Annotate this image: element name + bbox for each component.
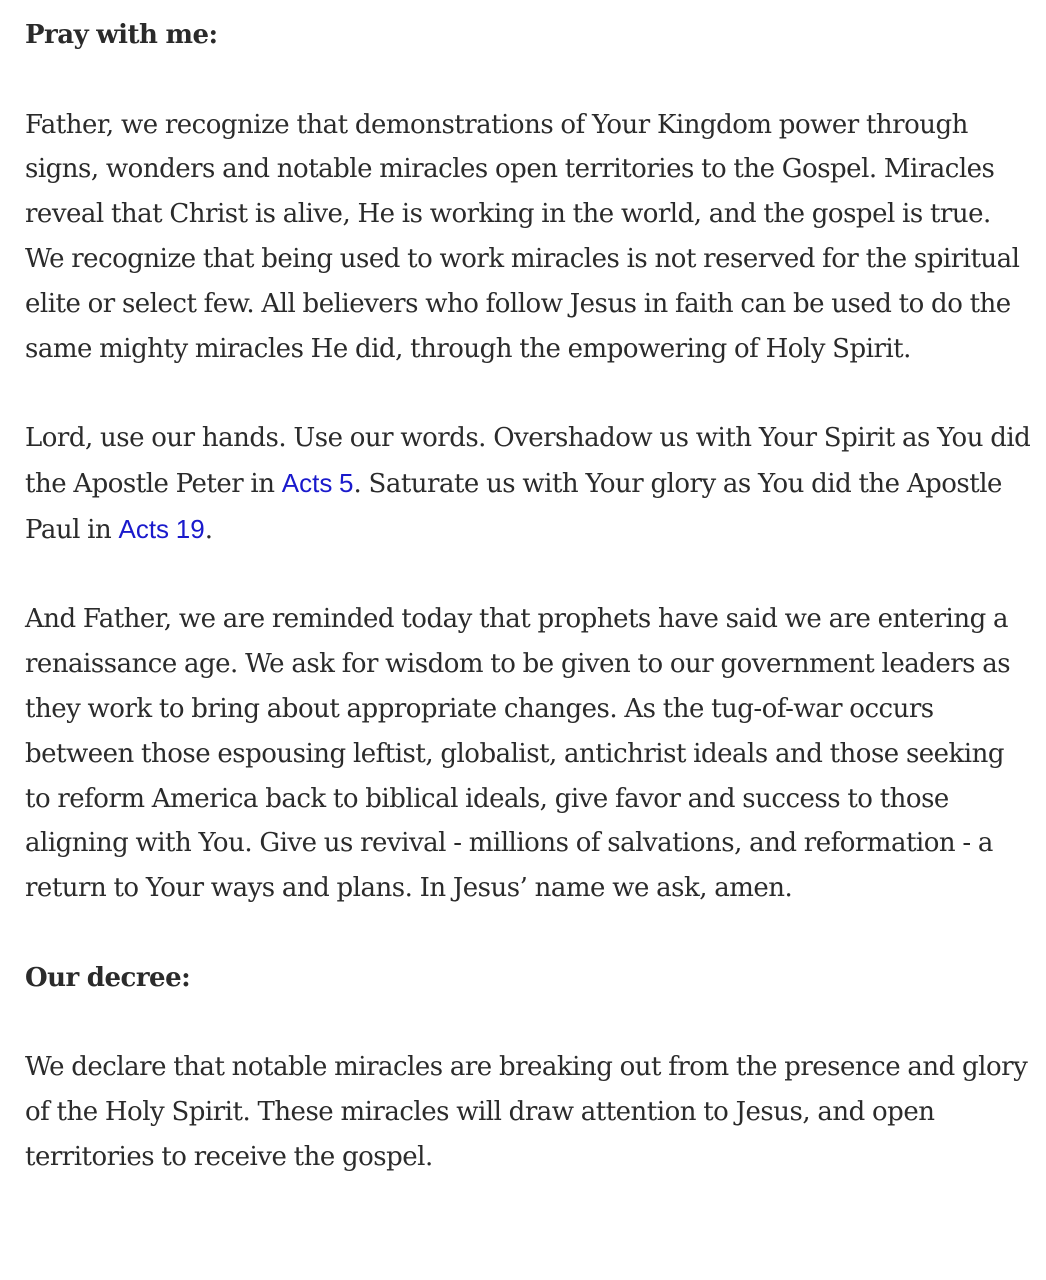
decree-paragraph: We declare that notable miracles are breaking out from the presence and glory of the Holy Spirit. These miracles will draw attention to Jesus, and open territories to receive the gospel.	[25, 1052, 1028, 1172]
acts-5-link[interactable]: Acts 5	[281, 467, 354, 498]
spacer	[25, 553, 1035, 598]
prayer-paragraph-2-text-2: . Saturate us with Your glory as You did the Apostle Paul in	[25, 468, 1002, 545]
prayer-paragraph-2-text-1: Lord, use our hands. Use our words. Overshadow us with Your Spirit as You did the Apostle Peter in	[25, 423, 1031, 499]
acts-19-link[interactable]: Acts 19	[118, 513, 205, 544]
prayer-heading: Pray with me:	[25, 20, 218, 50]
prayer-paragraph-3: And Father, we are reminded today that prophets have said we are entering a renaissance age. We ask for wisdom to be given to our government leaders as they work to bring about appropriate changes. As the tug-of-war occurs between those espousing leftist, globalist, antichrist ideals and those seeking to reform America back to biblical ideals, give favor and success to those aligning with You. Give us revival - millions of salvations, and reformation - a return to Your ways and plans. In Jesus’ name we ask, amen.	[25, 604, 1011, 904]
spacer	[25, 911, 1035, 956]
spacer	[25, 58, 1035, 103]
prayer-paragraph-2-text-3: .	[204, 514, 213, 545]
article-body	[25, 0, 1035, 1180]
decree-heading: Our decree:	[25, 962, 191, 993]
prayer-paragraph-1: Father, we recognize that demonstrations of Your Kingdom power through signs, wonders and notable miracles open territories to the Gospel. Miracles reveal that Christ is alive, He is working in the world, and the gospel is true. We recognize that being used to work miracles is not reserved for the spiritual elite or select few. All believers who follow Jesus in faith can be used to do the same mighty miracles He did, through the empowering of Holy Spirit.	[25, 109, 1020, 364]
spacer	[25, 371, 1035, 416]
prayer-paragraph-2	[25, 416, 1035, 552]
spacer	[25, 1001, 1035, 1046]
